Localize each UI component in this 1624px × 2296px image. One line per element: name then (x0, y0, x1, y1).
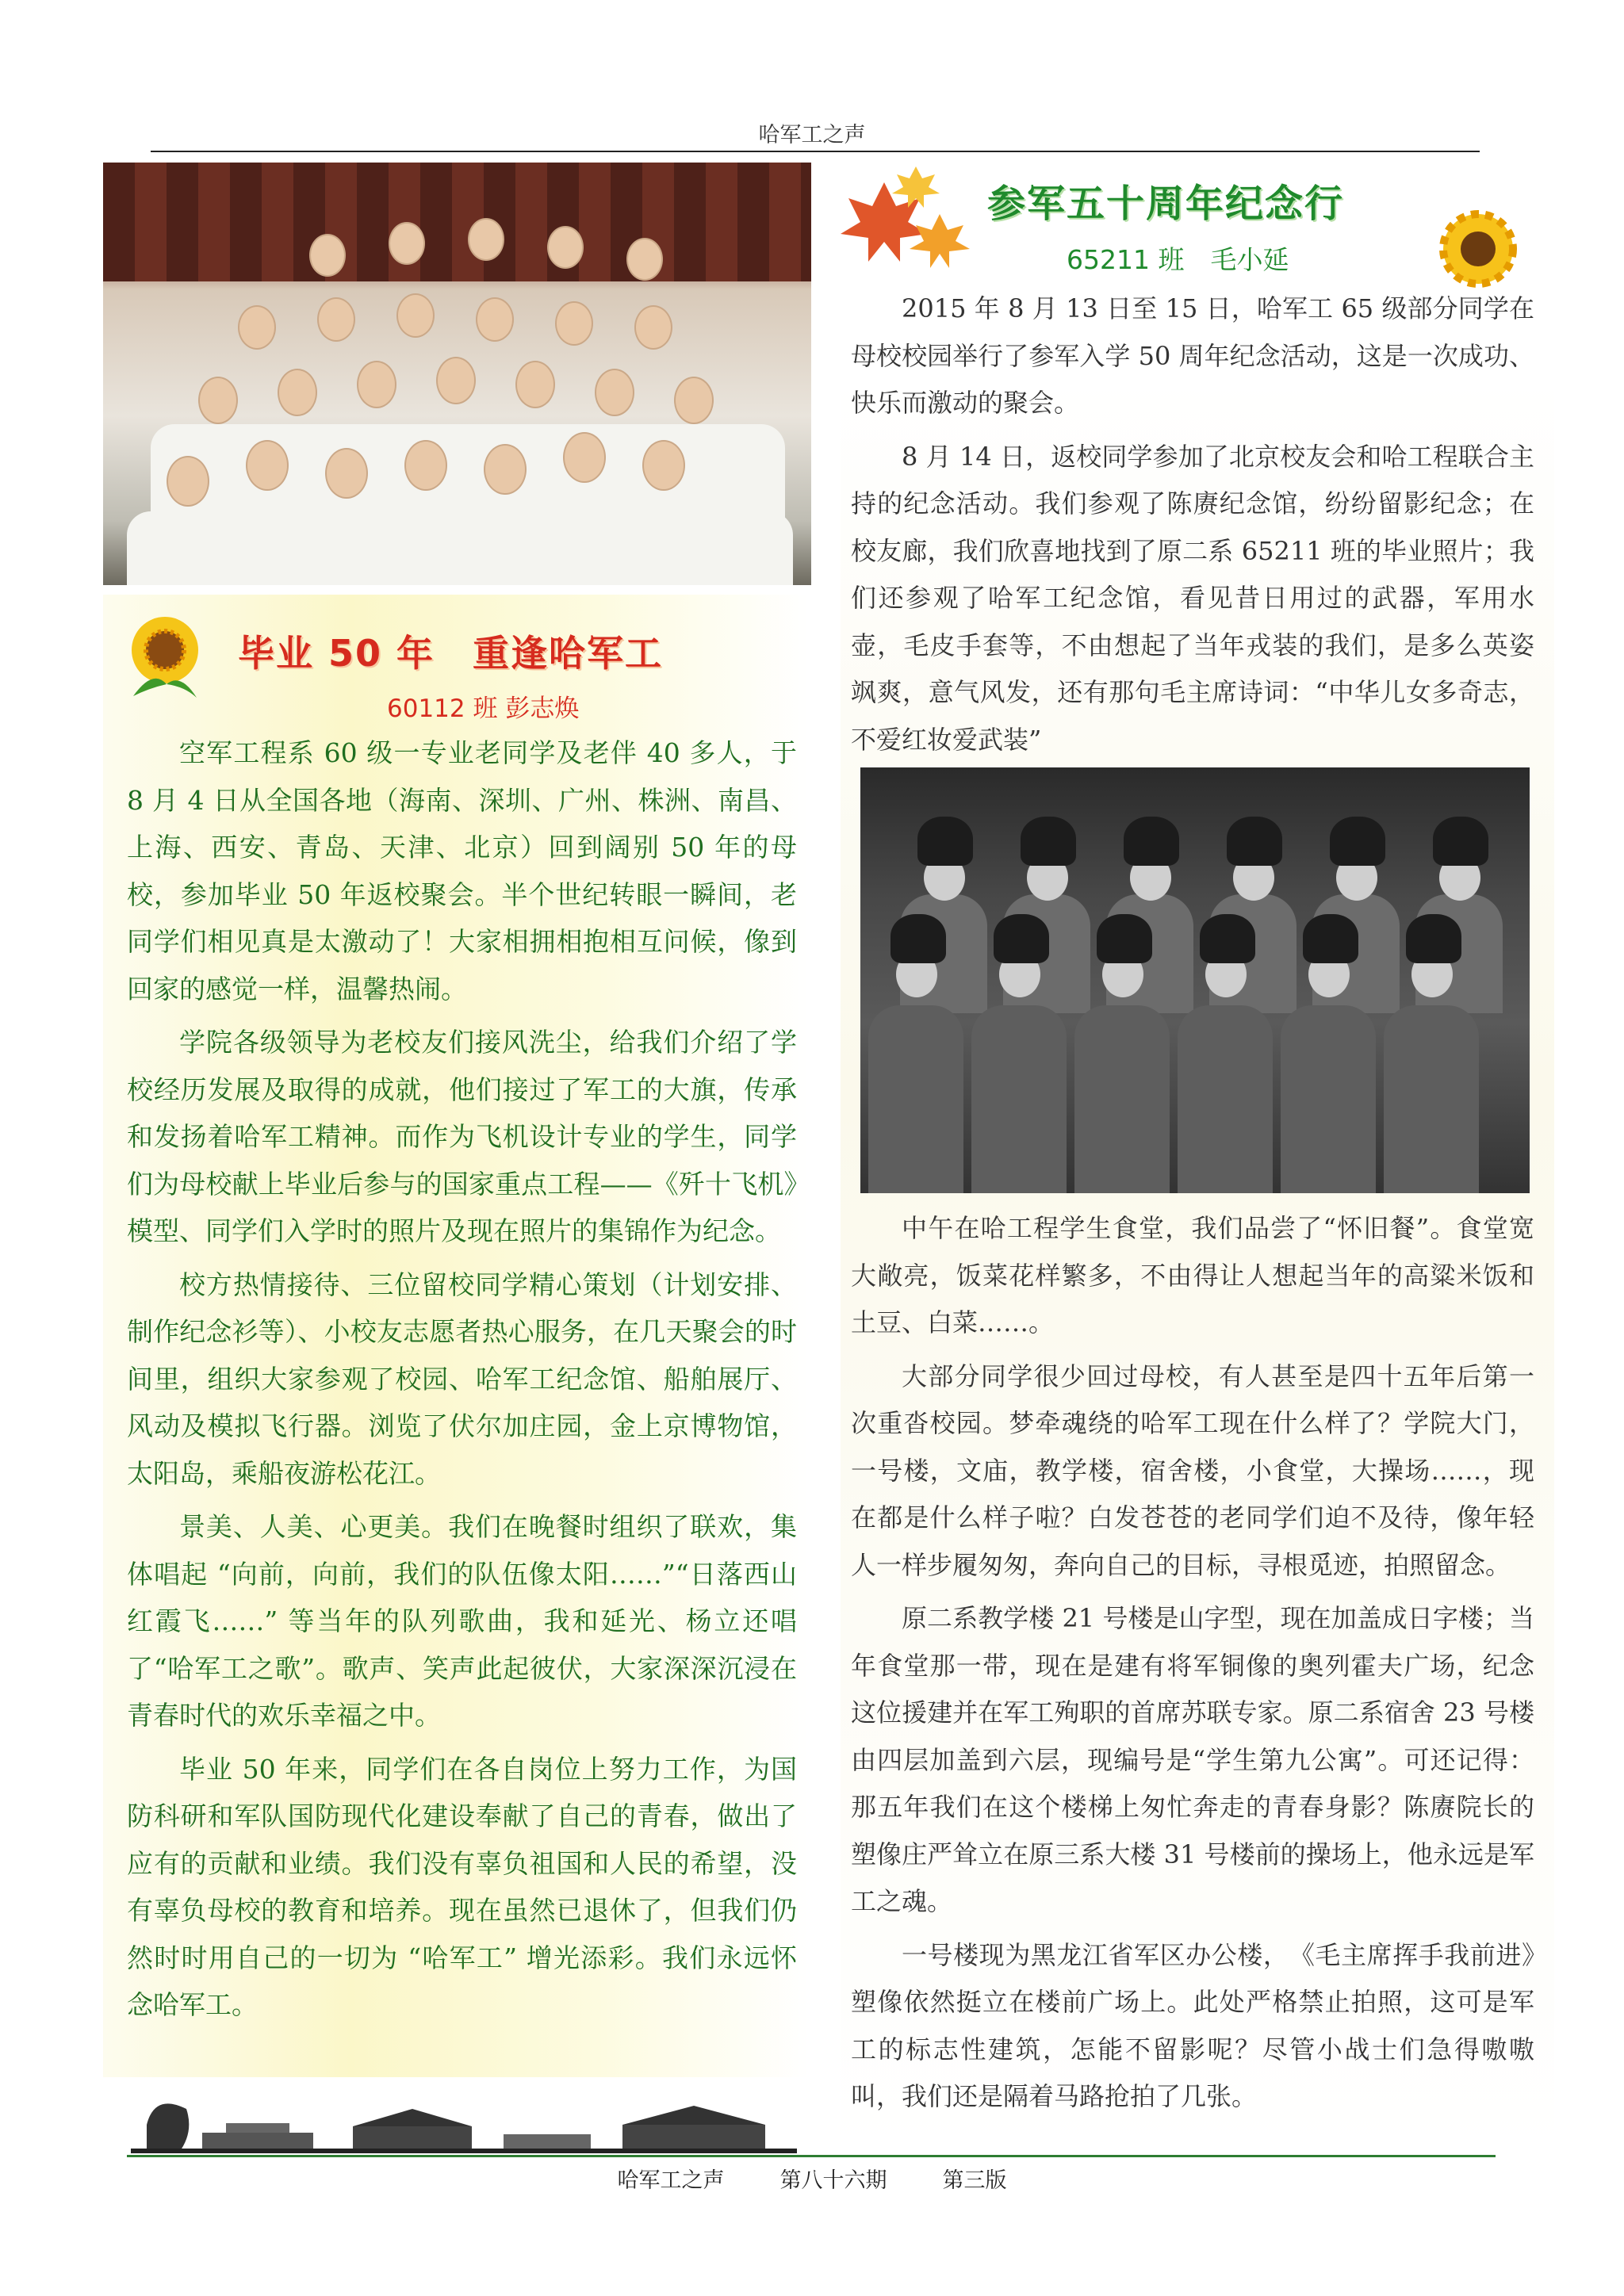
header-title: 哈军工之声 (758, 123, 866, 147)
header-divider (151, 151, 1480, 152)
right-article-body-top (851, 285, 1534, 770)
group-photo-reunion (103, 163, 811, 585)
right-article-author: 65211 班 毛小延 (1067, 244, 1289, 275)
campus-skyline (131, 2077, 797, 2153)
sunflower-icon (117, 609, 220, 704)
right-article-title: 参军五十周年纪念行 (987, 182, 1345, 226)
right-paragraph-1: 2015 年 8 月 13 日至 15 日，哈军工 65 级部分同学在母校校园举行了参军入学 50 周年纪念活动，这是一次成功、快乐而激动的聚会。 (851, 293, 1534, 418)
left-paragraph-2: 学院各级领导为老校友们接风洗尘，给我们介绍了学校经历发展及取得的成就，他们接过了军工的大旗，传承和发扬着哈军工精神。而作为飞机设计专业的学生，同学们为母校献上毕业后参与的国家重点工程——《歼十飞机》模型、同学们入学时的照片及现在照片的集锦作为纪念。 (127, 1027, 797, 1246)
footer-paper-name: 哈军工之声 (617, 2168, 725, 2193)
left-paragraph-4: 景美、人美、心更美。我们在晚餐时组织了联欢，集体唱起 “向前，向前，我们的队伍像太阳……”“日落西山红霞飞……” 等当年的队列歌曲，我和延光、杨立还唱了“哈军工之歌”。歌声、笑声此起彼伏，大家深深沉浸在青春时代的欢乐幸福之中。 (127, 1511, 797, 1731)
footer-page: 第三版 (942, 2168, 1007, 2193)
right-paragraph-6: 一号楼现为黑龙江省军区办公楼， 《毛主席挥手我前进》塑像依然挺立在楼前广场上。此处严格禁止拍照，这可是军工的标志性建筑，怎能不留影呢？尽管小战士们急得嗷嗷叫，我们还是隔着马路抢拍了几张。 (851, 1939, 1534, 2111)
footer (0, 2163, 1624, 2194)
left-paragraph-3: 校方热情接待、三位留校同学精心策划（计划安排、制作纪念衫等）、小校友志愿者热心服务，在几天聚会的时间里，组织大家参观了校园、哈军工纪念馆、船舶展厅、风动及模拟飞行器。浏览了伏尔加庄园，金上京博物馆，太阳岛，乘船夜游松花江。 (127, 1269, 797, 1489)
right-paragraph-2: 8 月 14 日，返校同学参加了北京校友会和哈工程联合主持的纪念活动。我们参观了陈赓纪念馆，纷纷留影纪念；在校友廊，我们欣喜地找到了原二系 65211 班的毕业照片；我们还参观了哈军工纪念馆，看见昔日用过的武器，军用水壶，毛皮手套等，不由想起了当年戎装的我们，是多么英姿飒爽，意气风发，还有那句毛主席诗词：“中华儿女多奇志，不爱红妆爱武装” (851, 441, 1534, 755)
group-photo-soldiers (860, 767, 1530, 1193)
maple-leaves-icon (837, 159, 979, 289)
left-article-title: 毕业 50 年 重逢哈军工 (238, 632, 664, 675)
right-article-body-bottom (851, 1205, 1534, 2127)
right-paragraph-5: 原二系教学楼 21 号楼是山字型，现在加盖成日字楼；当年食堂那一带，现在是建有将军铜像的奥列霍夫广场，纪念这位援建并在军工殉职的首席苏联专家。原二系宿舍 23 号楼由四层加盖到六层，现编号是“学生第九公寓”。可还记得：那五年我们在这个楼梯上匆忙奔走的青春身影？陈赓院长的塑像庄严耸立在原三系大楼 31 号楼前的操场上，他永远是军工之魂。 (851, 1603, 1534, 1916)
left-paragraph-1: 空军工程系 60 级一专业老同学及老伴 40 多人，于 8 月 4 日从全国各地（海南、深圳、广州、株洲、南昌、上海、西安、青岛、天津、北京）回到阔别 50 年的母校，参加毕业 50 年返校聚会。半个世纪转眼一瞬间，老同学们相见真是太激动了！大家相拥相抱相互问候，像到回家的感觉一样，温馨热闹。 (127, 737, 797, 1004)
footer-issue: 第八十六期 (779, 2168, 887, 2193)
left-paragraph-5: 毕业 50 年来，同学们在各自岗位上努力工作，为国防科研和军队国防现代化建设奉献了自己的青春，做出了应有的贡献和业绩。我们没有辜负祖国和人民的希望，没有辜负母校的教育和培养。现在虽然已退休了，但我们仍然时时用自己的一切为 “哈军工” 增光添彩。我们永远怀念哈军工。 (127, 1753, 797, 2020)
sunflower-icon (1437, 208, 1520, 291)
right-paragraph-3: 中午在哈工程学生食堂，我们品尝了“怀旧餐”。食堂宽大敞亮，饭菜花样繁多，不由得让人想起当年的高粱米饭和土豆、白菜……。 (851, 1213, 1534, 1337)
right-paragraph-4: 大部分同学很少回过母校，有人甚至是四十五年后第一次重沓校园。梦牵魂绕的哈军工现在什么样了？学院大门，一号楼，文庙，教学楼，宿舍楼，小食堂，大操场……，现在都是什么样子啦？白发苍苍的老同学们迫不及待，像年轻人一样步履匆匆，奔向自己的目标，寻根觅迹，拍照留念。 (851, 1360, 1534, 1580)
left-article-author: 60112 班 彭志焕 (387, 695, 580, 723)
photo-building-wall (103, 163, 811, 281)
left-article-body (127, 729, 797, 2035)
footer-divider (127, 2155, 1496, 2157)
